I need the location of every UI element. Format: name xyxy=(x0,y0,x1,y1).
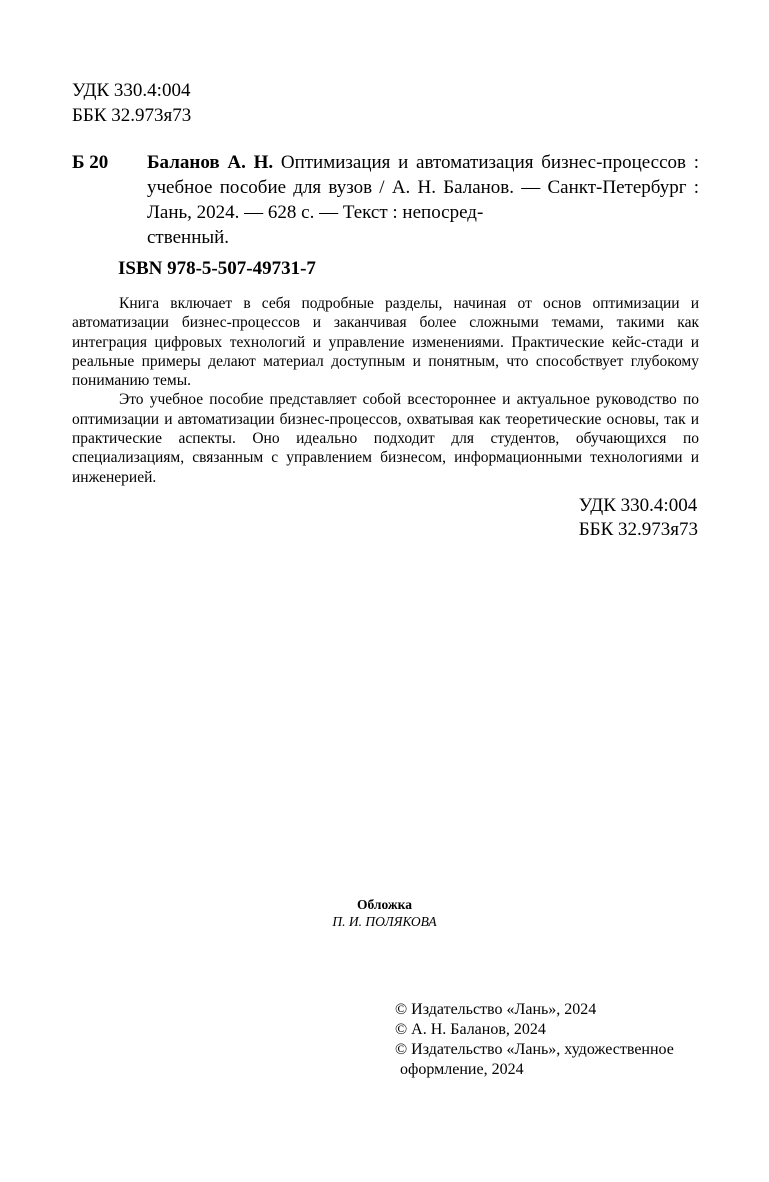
copyright-line-1: © Издательство «Лань», 2024 xyxy=(395,1001,597,1018)
bibliographic-description xyxy=(147,150,699,225)
annotation-paragraph-2: Это учебное пособие представляет собой всестороннее и актуальное руководство по оптимизации и автоматизации бизнес-процессов, охватывая как теоретические основы, так и практические аспекты. Оно идеально подходит для студентов, обучающихся по специализациям, связанным с управлением бизнесом, информационными технологиями и инженерией. xyxy=(72,391,699,486)
annotation-paragraph-1: Книга включает в себя подробные разделы, начиная от основ оптимизации и автоматизации бизнес-процессов и заканчивая более сложными темами, такими как интеграция цифровых технологий и управление изменениями. Практические кейс-стади и реальные примеры делают материал доступным и понятным, что способствует глубокому пониманию темы. xyxy=(72,295,699,390)
classification-codes-bottom xyxy=(579,494,698,542)
bbk-code: ББК 32.973я73 xyxy=(72,105,192,126)
copyright-line-3: © Издательство «Лань», художественное xyxy=(395,1041,674,1058)
author-name: Баланов А. Н. xyxy=(147,152,274,173)
copyright-block xyxy=(395,1000,674,1080)
copyright-line-2: © А. Н. Баланов, 2024 xyxy=(395,1021,546,1038)
annotation xyxy=(72,294,699,487)
description-continuation: ственный. xyxy=(147,227,230,248)
copyright-line-4: оформление, 2024 xyxy=(400,1061,524,1078)
description-text: Оптимизация и автоматизация бизнес-процессов : учебное пособие для вузов / А. Н. Баланов. — Санкт-Петербург : Лань, 2024. — 628 с. — Текст : непосред- xyxy=(147,152,700,223)
cover-credit xyxy=(0,896,769,930)
cover-label: Обложка xyxy=(356,897,412,912)
isbn: ISBN 978-5-507-49731-7 xyxy=(118,258,316,279)
classification-codes-top xyxy=(72,78,191,128)
cover-designer: П. И. ПОЛЯКОВА xyxy=(332,914,437,929)
bibliographic-record xyxy=(72,150,699,250)
author-mark: Б 20 xyxy=(72,152,109,173)
bbk-code-bottom: ББК 32.973я73 xyxy=(578,519,698,540)
udk-code-bottom: УДК 330.4:004 xyxy=(578,495,698,516)
udk-code: УДК 330.4:004 xyxy=(72,80,191,101)
